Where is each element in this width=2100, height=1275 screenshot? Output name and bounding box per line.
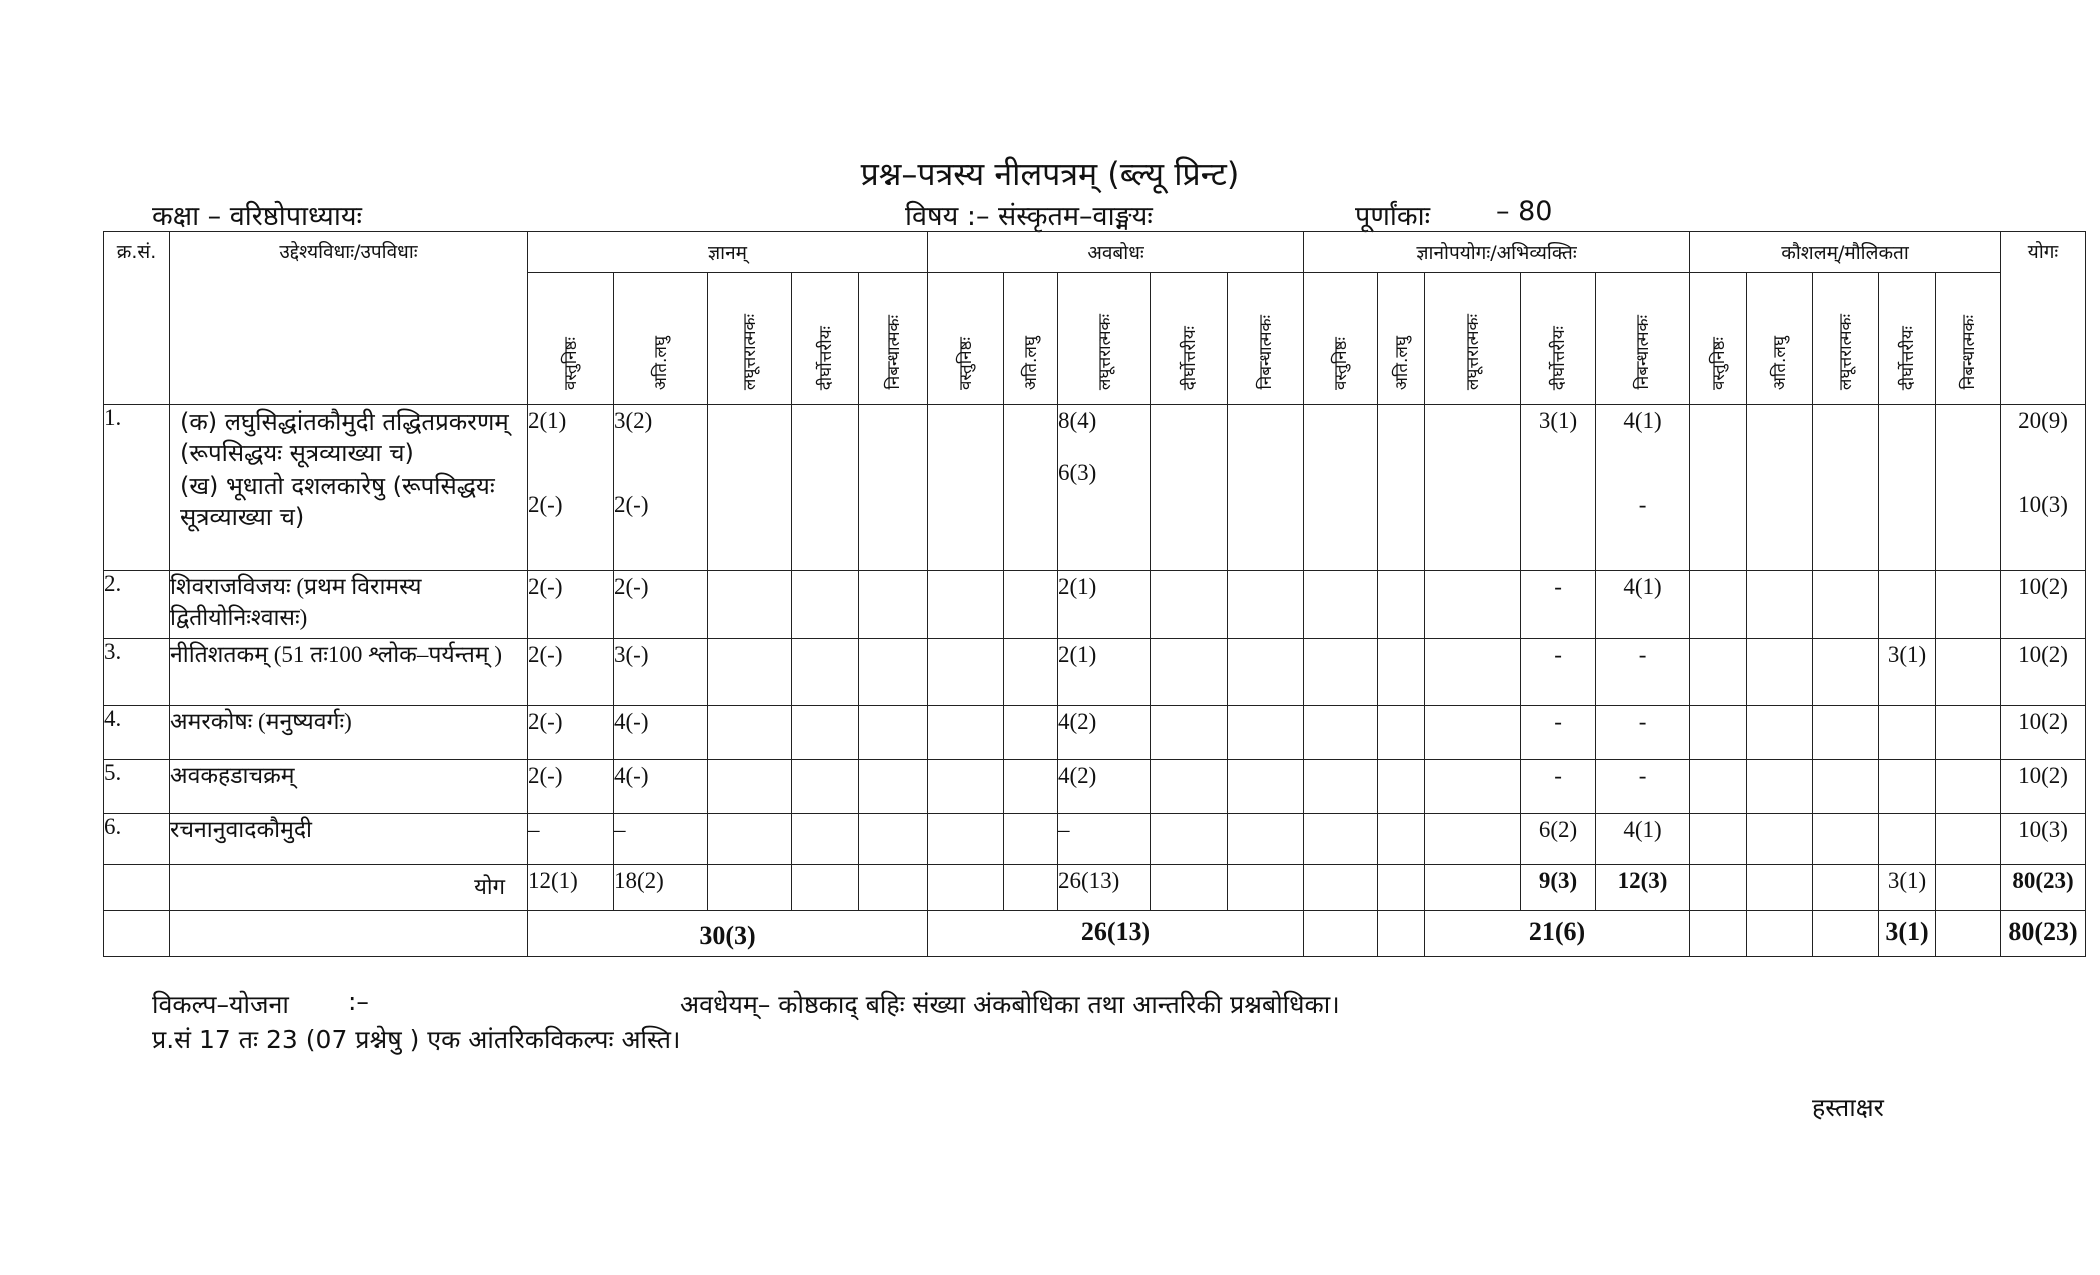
- subtype-header: दीर्घोत्तरीयः: [1879, 273, 1936, 405]
- cell-j-nibandh: 4(1): [1596, 571, 1690, 639]
- total-header: योगः: [2001, 232, 2086, 405]
- table-row: [104, 706, 2086, 760]
- subtype-header: लघूत्तरात्मकः: [1058, 273, 1151, 405]
- row-sno: 6.: [104, 814, 170, 865]
- group-header-gyanopayog: ज्ञानोपयोगः/अभिव्यक्तिः: [1304, 232, 1690, 273]
- cell-k-vastu: 2(1) 2(-): [528, 405, 614, 571]
- cell-a-laghu: 4(2): [1058, 706, 1151, 760]
- cell-j-nibandh: 4(1): [1596, 814, 1690, 865]
- cell-k-ati: 3(2) 2(-): [614, 405, 708, 571]
- subtype-header: निबन्धात्मकः: [1936, 273, 2001, 405]
- subtype-header: वस्तुनिष्ठः: [1690, 273, 1747, 405]
- signature-label: हस्ताक्षर: [1812, 1093, 1884, 1122]
- table-row: [104, 571, 2086, 639]
- cell-k-vastu: –: [528, 814, 614, 865]
- row-sno: 4.: [104, 706, 170, 760]
- class-label: कक्षा – वरिष्ठोपाध्यायः: [152, 201, 362, 232]
- cell-j-dirgha: -: [1521, 639, 1596, 706]
- cell-j-dirgha: -: [1521, 760, 1596, 814]
- subtype-header: निबन्धात्मकः: [859, 273, 928, 405]
- table-row: [104, 760, 2086, 814]
- row-topic: अवकहडाचक्रम्: [170, 760, 528, 814]
- vikalp-separator: :–: [348, 987, 369, 1016]
- cell-j-dirgha: 3(1): [1521, 405, 1596, 571]
- table-row: [104, 405, 2086, 571]
- cell-kau-dirgha: 3(1): [1879, 865, 1936, 911]
- group-header-avabodh: अवबोधः: [928, 232, 1304, 273]
- cell-k-ati: 4(-): [614, 706, 708, 760]
- subtype-header: वस्तुनिष्ठः: [1304, 273, 1378, 405]
- subtype-header: दीर्घोत्तरीयः: [792, 273, 859, 405]
- cell-j-dirgha: 9(3): [1521, 865, 1596, 911]
- cell-total: 10(2): [2001, 760, 2086, 814]
- option-text: प्र.सं 17 तः 23 (07 प्रश्नेषु ) एक आंतरिकविकल्पः अस्ति।: [152, 1025, 681, 1054]
- cell-a-laghu: 26(13): [1058, 865, 1151, 911]
- gyanopayog-total: 21(6): [1425, 911, 1690, 957]
- cell-total: 20(9) 10(3): [2001, 405, 2086, 571]
- subtype-header: लघूत्तरात्मकः: [1813, 273, 1879, 405]
- cell-k-vastu: 2(-): [528, 760, 614, 814]
- cell-j-nibandh: 4(1) -: [1596, 405, 1690, 571]
- table-row: [104, 639, 2086, 706]
- max-marks-value: – 80: [1496, 196, 1553, 227]
- cell-k-vastu: 2(-): [528, 706, 614, 760]
- subtype-header: दीर्घोत्तरीयः: [1521, 273, 1596, 405]
- cell-k-ati: –: [614, 814, 708, 865]
- yog-label: योग: [170, 865, 528, 911]
- cell-j-dirgha: -: [1521, 706, 1596, 760]
- subject-label: विषय :– संस्कृतम–वाङ्मयः: [905, 201, 1153, 232]
- max-marks-label: पूर्णांकाः: [1355, 201, 1431, 232]
- subtype-header: वस्तुनिष्ठः: [528, 273, 614, 405]
- cell-k-ati: 4(-): [614, 760, 708, 814]
- subtype-header: लघूत्तरात्मकः: [708, 273, 792, 405]
- table-row: [104, 814, 2086, 865]
- cell-total: 10(2): [2001, 571, 2086, 639]
- vikalp-label: विकल्प–योजना: [152, 990, 289, 1019]
- cell-k-ati: 18(2): [614, 865, 708, 911]
- cell-k-ati: 3(-): [614, 639, 708, 706]
- grand-total-row: [104, 911, 2086, 957]
- row-sno: 3.: [104, 639, 170, 706]
- cell-a-laghu: 8(4) 6(3): [1058, 405, 1151, 571]
- cell-j-nibandh: -: [1596, 639, 1690, 706]
- sno-header: क्र.सं.: [104, 232, 170, 405]
- cell-kau-dirgha: 3(1): [1879, 639, 1936, 706]
- yog-row: [104, 865, 2086, 911]
- cell-a-laghu: 4(2): [1058, 760, 1151, 814]
- cell-total: 10(3): [2001, 814, 2086, 865]
- cell-k-vastu: 2(-): [528, 571, 614, 639]
- row-sno: 2.: [104, 571, 170, 639]
- row-sno: 1.: [104, 405, 170, 571]
- subtype-header: अति.लघु: [1004, 273, 1058, 405]
- header-row-groups: [104, 232, 2086, 273]
- cell-a-laghu: 2(1): [1058, 639, 1151, 706]
- cell-k-vastu: 2(-): [528, 639, 614, 706]
- row-topic: अमरकोषः (मनुष्यवर्गः): [170, 706, 528, 760]
- topic-part-b: (ख) भूधातो दशलकारेषु (रूपसिद्धयः सूत्रव्याख्या च): [180, 472, 495, 531]
- grand-total: 80(23): [2001, 911, 2086, 957]
- page-title: प्रश्न–पत्रस्य नीलपत्रम् (ब्ल्यू प्रिन्ट): [860, 155, 1240, 193]
- subtype-header: अति.लघु: [1747, 273, 1813, 405]
- group-header-gyanam: ज्ञानम्: [528, 232, 928, 273]
- row-topic: रचनानुवादकौमुदी: [170, 814, 528, 865]
- subtype-header: निबन्धात्मकः: [1596, 273, 1690, 405]
- cell-total: 10(2): [2001, 639, 2086, 706]
- subtype-header: वस्तुनिष्ठः: [928, 273, 1004, 405]
- avabodh-total: 26(13): [928, 911, 1304, 957]
- row-topic: नीतिशतकम् (51 तः100 श्लोक–पर्यन्तम् ): [170, 639, 528, 706]
- row-topic: [170, 405, 528, 571]
- topic-part-a: (क) लघुसिद्धांतकौमुदी तद्धितप्रकरणम् (रूपसिद्धयः सूत्रव्याख्या च): [180, 408, 509, 467]
- cell-j-nibandh: -: [1596, 760, 1690, 814]
- cell-total: 10(2): [2001, 706, 2086, 760]
- cell-k-ati: 2(-): [614, 571, 708, 639]
- subtype-header: निबन्धात्मकः: [1228, 273, 1304, 405]
- cell-k-vastu: 12(1): [528, 865, 614, 911]
- row-topic: शिवराजविजयः (प्रथम विरामस्य द्वितीयोनिःश्वासः): [170, 571, 528, 639]
- topic-header: उद्देश्यविधाः/उपविधाः: [170, 232, 528, 405]
- blueprint-table: [103, 231, 2086, 957]
- subtype-header: अति.लघु: [614, 273, 708, 405]
- gyanam-total: 30(3): [528, 911, 928, 957]
- subtype-header: दीर्घोत्तरीयः: [1151, 273, 1228, 405]
- cell-j-dirgha: 6(2): [1521, 814, 1596, 865]
- cell-total: 80(23): [2001, 865, 2086, 911]
- cell-j-nibandh: 12(3): [1596, 865, 1690, 911]
- cell-j-nibandh: -: [1596, 706, 1690, 760]
- row-sno: 5.: [104, 760, 170, 814]
- group-header-kaushalam: कौशलम्/मौलिकता: [1690, 232, 2001, 273]
- subtype-header: लघूत्तरात्मकः: [1425, 273, 1521, 405]
- note-text: अवधेयम्– कोष्ठकाद् बहिः संख्या अंकबोधिका तथा आन्तरिकी प्रश्नबोधिका।: [680, 990, 1340, 1019]
- cell-a-laghu: –: [1058, 814, 1151, 865]
- subtype-header: अति.लघु: [1378, 273, 1425, 405]
- cell-j-dirgha: -: [1521, 571, 1596, 639]
- cell-a-laghu: 2(1): [1058, 571, 1151, 639]
- kaushalam-total: 3(1): [1879, 911, 1936, 957]
